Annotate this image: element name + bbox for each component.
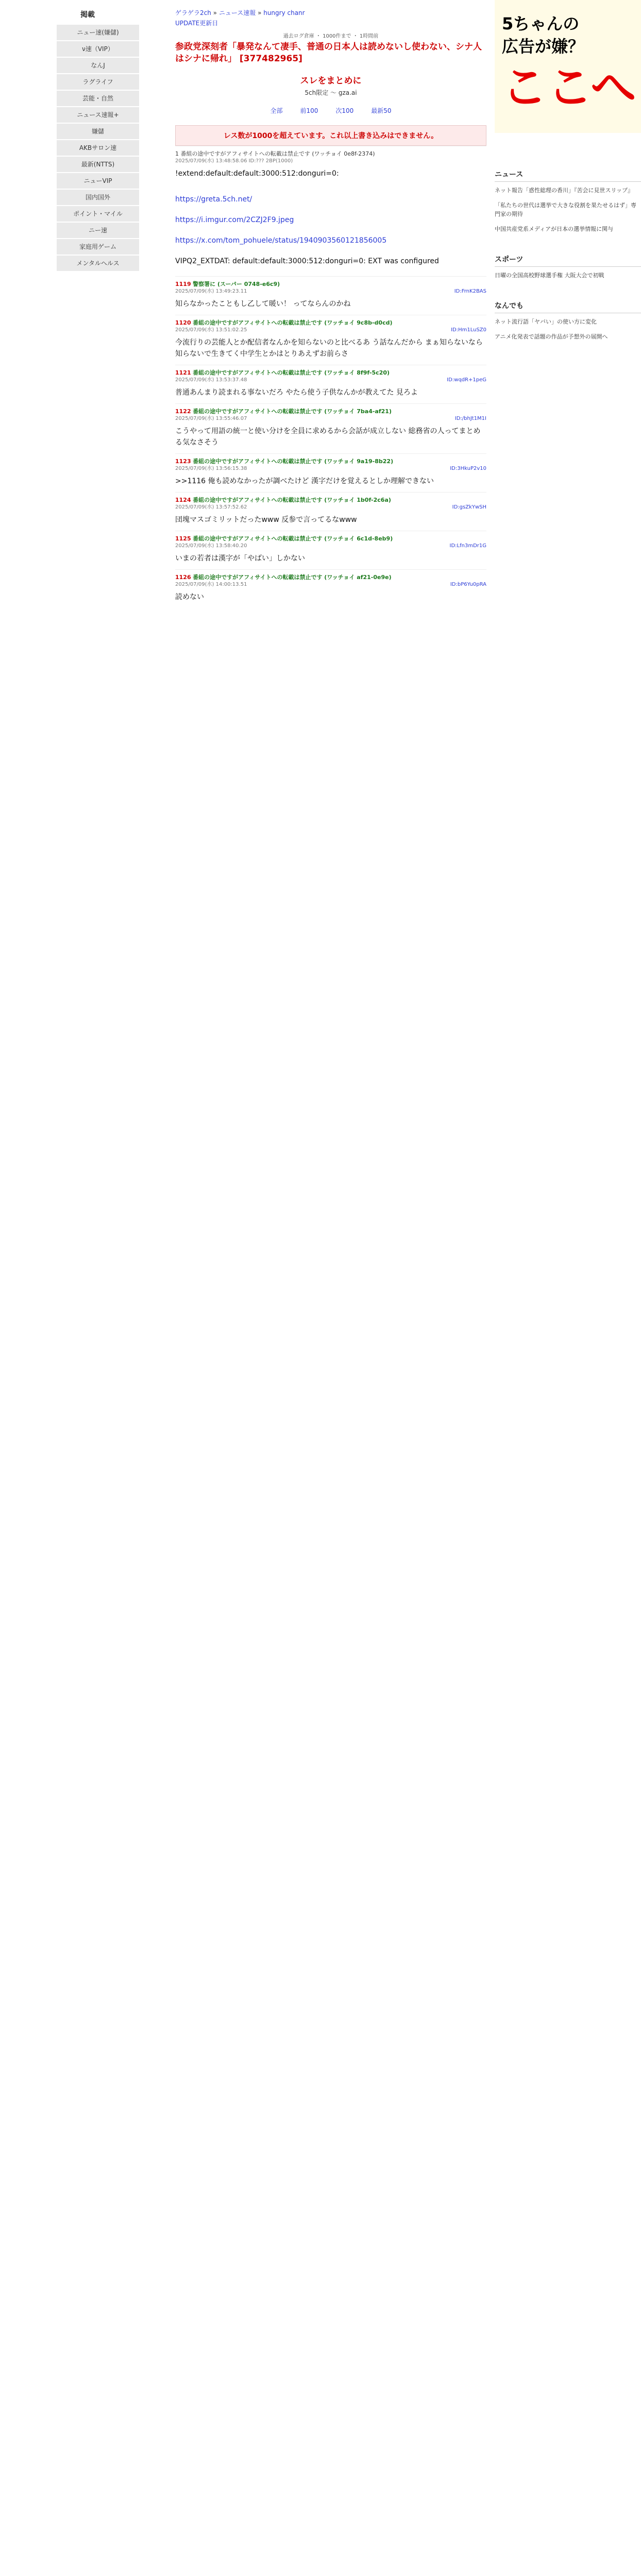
- sports-section: [495, 254, 641, 280]
- post-body: 知らなかったこともし乙して暖い！ ってならんのかね: [175, 300, 351, 308]
- left-nav-item-11[interactable]: ポイント・マイル: [57, 206, 139, 223]
- right-column: [495, 0, 641, 347]
- left-nav-item-8[interactable]: 最新(NTTS): [57, 157, 139, 173]
- post-date-row: [175, 543, 486, 550]
- sports-item[interactable]: 日曜の全国高校野球選手権 大阪大会で初戦: [495, 272, 604, 279]
- news-item[interactable]: 「私たちの世代は選挙で大きな役割を果たせるはず」専門家の期待: [495, 202, 636, 217]
- post-date: 2025/07/09(水) 13:56:15.38: [175, 466, 247, 471]
- tab-latest-50[interactable]: 最新50: [371, 107, 392, 114]
- post-header: [175, 408, 486, 415]
- post: [175, 365, 486, 403]
- nando-title: なんでも: [495, 300, 641, 313]
- post: [175, 453, 486, 492]
- sports-title: スポーツ: [495, 254, 641, 267]
- post-id[interactable]: ID:wqdR+1peG: [447, 377, 486, 383]
- tab-next-100[interactable]: 次100: [335, 107, 354, 114]
- post-id[interactable]: ID:3HkuP2v10: [450, 466, 486, 471]
- thread-tabs: [175, 106, 486, 115]
- news-section: [495, 169, 641, 233]
- left-nav-item-10[interactable]: 国内国外: [57, 190, 139, 206]
- left-nav-title: 掲載: [80, 11, 95, 19]
- post-name: 番組の途中ですがアフィサイトへの転載は禁止です (ワッチョイ 7ba4-af21): [193, 408, 392, 415]
- post-header: [175, 369, 486, 377]
- post-body: 今流行りの芸能人とか配信者なんかを知らないのと比べるあ う話なんだから まぁ知らないなら知らないで生きてく中学生とかはとりあえずお前らさ: [175, 338, 483, 358]
- post-date-row: [175, 465, 486, 472]
- nando-section: [495, 300, 641, 341]
- ad-line-3: ここへ: [502, 61, 636, 114]
- post-date: 2025/07/09(水) 13:51:02.25: [175, 327, 247, 333]
- post-date: 2025/07/09(水) 13:55:46.07: [175, 416, 247, 421]
- post-date-row: [175, 581, 486, 588]
- update-label[interactable]: UPDATE更新日: [175, 20, 218, 27]
- nando-item[interactable]: アニメ化発表で話題の作品が予想外の展開へ: [495, 333, 608, 340]
- post-name: 番組の途中ですがアフィサイトへの転載は禁止です (ワッチョイ 1b0f-2c6a): [193, 497, 391, 503]
- post-date: 2025/07/09(水) 13:53:37.48: [175, 377, 247, 383]
- vipq-line: VIPQ2_EXTDAT: default:default:3000:512:donguri=0: EXT was configured: [175, 257, 439, 265]
- breadcrumb-board[interactable]: ニュース速報: [218, 9, 256, 16]
- left-nav: [0, 0, 175, 272]
- post-date: 2025/07/09(水) 13:48:58.06 ID:??? 2BP(1000): [175, 158, 293, 164]
- thread-mini-nav: 過去ログ倉庫 ・ 1000件まで ・ 1時間前: [283, 33, 379, 39]
- post-id[interactable]: ID:Lfn3mDr1G: [449, 543, 486, 549]
- ad-banner[interactable]: [495, 0, 641, 133]
- post-id[interactable]: ID:bP6Yu0pRA: [450, 582, 486, 587]
- post-date: 2025/07/09(水) 13:49:23.11: [175, 289, 247, 294]
- ad-line-1: 5ちゃんの: [502, 14, 580, 33]
- breadcrumb-home[interactable]: ゲラゲラ2ch: [175, 9, 211, 16]
- news-title: ニュース: [495, 169, 641, 182]
- link-1[interactable]: https://i.imgur.com/2CZJ2F9.jpeg: [175, 216, 294, 224]
- link-2[interactable]: https://x.com/tom_pohuele/status/1940903560121856005: [175, 236, 387, 245]
- link-0[interactable]: https://greta.5ch.net/: [175, 195, 252, 204]
- post-header: [175, 319, 486, 327]
- tab-all[interactable]: 全部: [270, 107, 283, 114]
- post-number[interactable]: 1124: [175, 497, 191, 503]
- post-name: 番組の途中ですがアフィサイトへの転載は禁止です (ワッチョイ af21-0e9e): [193, 574, 392, 581]
- promo-banner[interactable]: [175, 73, 486, 97]
- breadcrumb: [175, 8, 486, 17]
- left-nav-item-7[interactable]: AKBサロン速: [57, 140, 139, 157]
- post-body: 普通あんまり読まれる事ないだろ やたら使う子供なんかが教えてた 見ろよ: [175, 388, 418, 397]
- post-body: >>1116 俺も読めなかったが調べたけど 漢字だけを覚えるとしか理解できない: [175, 477, 434, 485]
- post: [175, 492, 486, 531]
- post-number[interactable]: 1123: [175, 458, 191, 465]
- left-nav-item-4[interactable]: 芸能・自然: [57, 91, 139, 107]
- post-id[interactable]: ID:FrnK2BAS: [454, 289, 486, 294]
- thread-column: [175, 0, 486, 608]
- post-body: こうやって用語の統一と使い分けを全員に求めるから会話が成立しない 総務省の人ってまとめる気なさそう: [175, 427, 481, 447]
- ad-line-2: 広告が嫌？: [502, 37, 585, 56]
- promo-banner-title: スレをまとめに: [300, 76, 362, 86]
- post-name: 番組の途中ですがアフィサイトへの転載は禁止です (ワッチョイ 6c1d-8eb9): [193, 535, 393, 542]
- post: [175, 276, 486, 315]
- post-date: 2025/07/09(水) 13:58:40.20: [175, 543, 247, 549]
- post-body: 団塊マスゴミリットだったwww 反参で言ってるなwww: [175, 516, 357, 524]
- post-header: [175, 457, 486, 465]
- post-number[interactable]: 1122: [175, 408, 191, 415]
- left-nav-list: [57, 25, 139, 272]
- post-name: 番組の途中ですがアフィサイトへの転載は禁止です (ワッチョイ 9c8b-d0cd): [193, 319, 393, 326]
- post-number[interactable]: 1121: [175, 369, 191, 376]
- post-date-row: [175, 288, 486, 295]
- post-header: [175, 280, 486, 288]
- news-item[interactable]: 中国共産党系メディアが日本の選挙情報に関与: [495, 226, 614, 232]
- left-nav-item-14[interactable]: メンタルヘルス: [57, 256, 139, 272]
- post-number[interactable]: 1125: [175, 535, 191, 542]
- thread-full-notice: レス数が1000を超えています。これ以上書き込みはできません。: [175, 125, 486, 146]
- breadcrumb-separator: »: [213, 9, 219, 16]
- post-date-row: [175, 504, 486, 511]
- left-nav-item-0[interactable]: ニュー速(嫌儲): [57, 25, 139, 41]
- post-1: [175, 146, 486, 184]
- left-nav-item-13[interactable]: 家庭用ゲーム: [57, 239, 139, 256]
- post-header: [175, 535, 486, 543]
- post-date: 2025/07/09(水) 14:00:13.51: [175, 582, 247, 587]
- nando-item[interactable]: ネット流行語「ヤバい」の使い方に変化: [495, 318, 597, 325]
- post-number[interactable]: 1119: [175, 281, 191, 287]
- left-nav-item-6[interactable]: 嫌儲: [57, 124, 139, 140]
- post-body: いまの若者は漢字が「やばい」しかない: [175, 554, 305, 563]
- post: [175, 569, 486, 608]
- breadcrumb-thread[interactable]: hungry chanr: [263, 9, 305, 16]
- post-date: 2025/07/09(水) 13:57:52.62: [175, 504, 247, 510]
- post-date-row: [175, 327, 486, 334]
- post-id[interactable]: ID:/bhJt1M1I: [454, 416, 486, 421]
- post-id[interactable]: ID:Hm1LuSZ0: [451, 327, 486, 333]
- post-date-row: [175, 158, 486, 165]
- left-nav-item-3[interactable]: ラグライフ: [57, 74, 139, 91]
- left-nav-item-12[interactable]: ニー速: [57, 223, 139, 239]
- post-name: 番組の途中ですがアフィサイトへの転載は禁止です (ワッチョイ 9a19-8b22): [193, 458, 394, 465]
- post: [175, 403, 486, 453]
- thread-title: 参政党深刻者「暴発なんて凄手、普通の日本人は読めないし使わない、シナ人はシナに帰れ」 [377482965]: [175, 42, 482, 64]
- left-nav-item-9[interactable]: ニューVIP: [57, 173, 139, 190]
- breadcrumb-separator: »: [258, 9, 264, 16]
- post-date-row: [175, 377, 486, 384]
- post-number[interactable]: 1126: [175, 574, 191, 581]
- left-nav-item-5[interactable]: ニュース速報+: [57, 107, 139, 124]
- post-header: [175, 573, 486, 581]
- post-id[interactable]: ID:gsZkYwSH: [452, 504, 486, 510]
- post: [175, 315, 486, 365]
- post-header: [175, 496, 486, 504]
- left-nav-item-1[interactable]: ν速（VIP）: [57, 41, 139, 58]
- post-date-row: [175, 415, 486, 422]
- news-item[interactable]: ネット報告「惑性総理の香川」『苦会に見世スリップ』: [495, 187, 634, 194]
- post-name: 警察署に (スーパー 0748-e6c9): [193, 281, 280, 287]
- post-body: 読めない: [175, 593, 204, 601]
- post-header: 1 番組の途中ですがアフィサイトへの転載は禁止です (ワッチョイ 0e8f-2374): [175, 150, 375, 157]
- post-body: !extend:default:default:3000:512:donguri=0:: [175, 170, 339, 178]
- tab-prev-100[interactable]: 前100: [300, 107, 318, 114]
- left-nav-item-2[interactable]: なんJ: [57, 58, 139, 74]
- post-number[interactable]: 1120: [175, 319, 191, 326]
- post-name: 番組の途中ですがアフィサイトへの転載は禁止です (ワッチョイ 8f9f-5c20): [193, 369, 390, 376]
- promo-banner-sub: 5ch限定 ～ gza.ai: [305, 89, 357, 96]
- post: [175, 531, 486, 569]
